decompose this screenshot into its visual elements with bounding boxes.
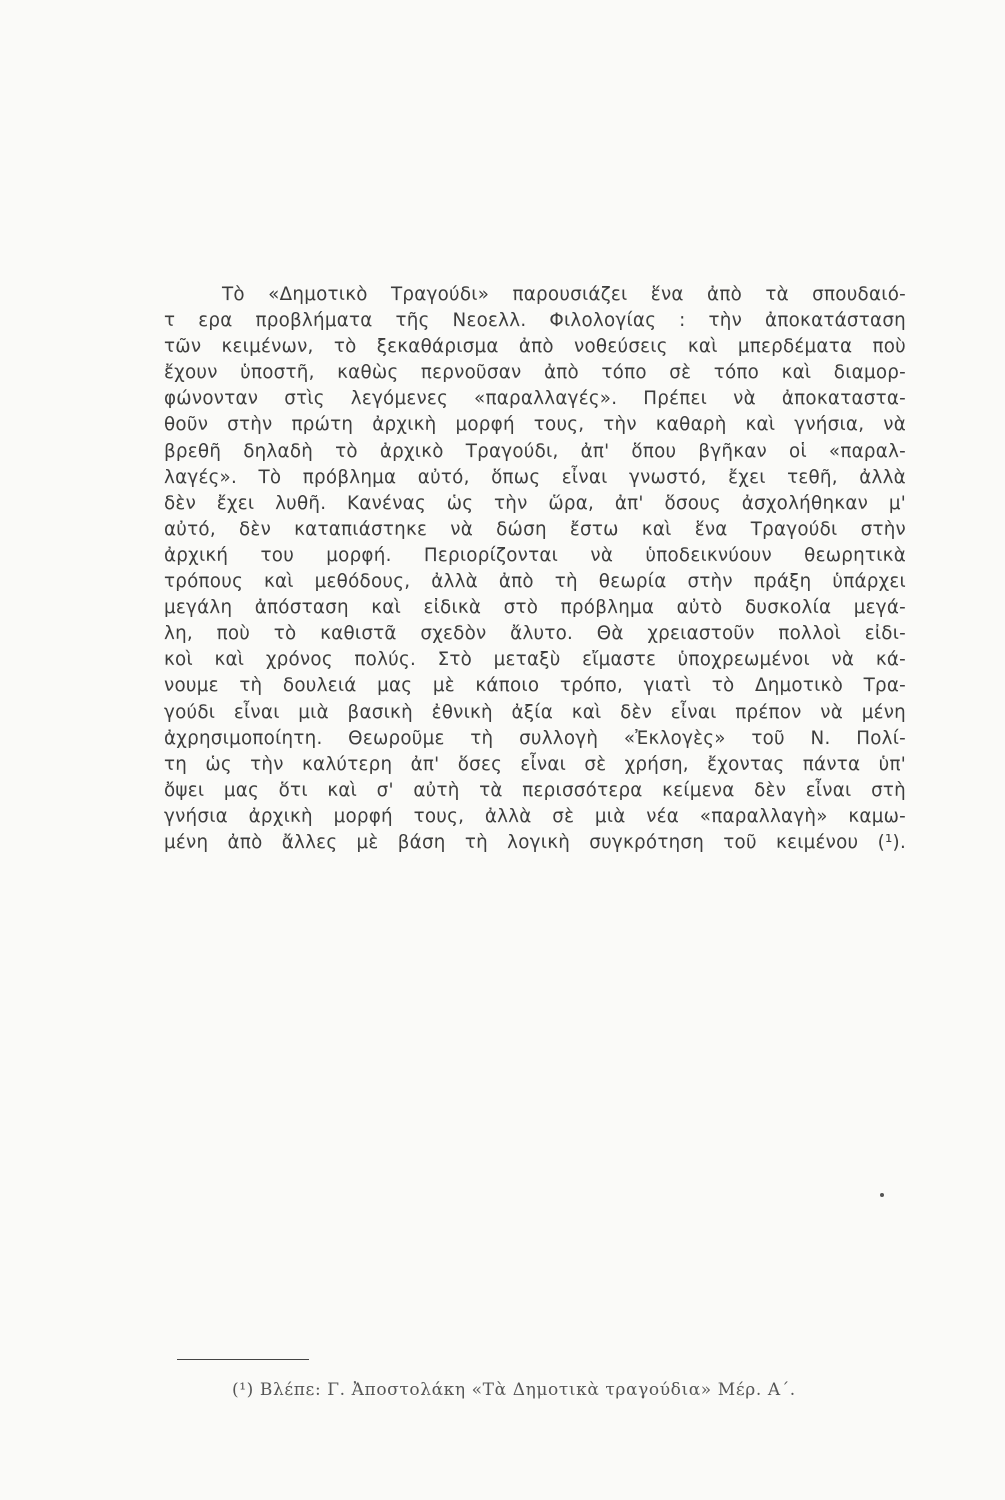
paragraph-line: αὐτό, δὲν καταπιάστηκε νὰ δώση ἔστω καὶ ἕνα Τραγούδι στὴν (164, 518, 906, 540)
paragraph-line: τρόπους καὶ μεθόδους, ἀλλὰ ἀπὸ τὴ θεωρία στὴν πράξη ὑπάρχει (164, 571, 906, 593)
paragraph-line: δὲν ἔχει λυθῆ. Κανένας ὡς τὴν ὥρα, ἀπ' ὅσους ἀσχολήθηκαν μ' (164, 492, 906, 514)
paragraph-line: γούδι εἶναι μιὰ βασικὴ ἐθνικὴ ἀξία καὶ δὲν εἶναι πρέπον νὰ μένη (164, 701, 906, 723)
paragraph-line: μεγάλη ἀπόσταση καὶ εἰδικὰ στὸ πρόβλημα αὐτὸ δυσκολία μεγά- (164, 597, 906, 619)
paragraph-line: τη ὡς τὴν καλύτερη ἀπ' ὅσες εἶναι σὲ χρήση, ἔχοντας πάντα ὑπ' (164, 753, 906, 775)
paragraph-line: ὄψει μας ὅτι καὶ σ' αὐτὴ τὰ περισσότερα κείμενα δὲν εἶναι στὴ (164, 779, 906, 801)
paragraph-line: ἔχουν ὑποστῆ, καθὼς περνοῦσαν ἀπὸ τόπο σὲ τόπο καὶ διαμορ- (164, 362, 906, 384)
paragraph-line: ἀρχική του μορφή. Περιορίζονται νὰ ὑποδεικνύουν θεωρητικὰ (164, 544, 906, 566)
paragraph-line: κοὶ καὶ χρόνος πολύς. Στὸ μεταξὺ εἴμαστε ὑποχρεωμένοι νὰ κά- (164, 649, 906, 671)
paragraph-line: γνήσια ἀρχικὴ μορφή τους, ἀλλὰ σὲ μιὰ νέα «παραλλαγὴ» καμω- (164, 805, 906, 827)
paragraph-line: λη, ποὺ τὸ καθιστᾶ σχεδὸν ἄλυτο. Θὰ χρειαστοῦν πολλοὶ εἰδι- (164, 623, 906, 645)
footnote: (¹) Βλέπε: Γ. Ἀποστολάκη «Τὰ Δημοτικὰ τραγούδια» Μέρ. Α΄. (232, 1380, 796, 1400)
footnote-separator (177, 1359, 309, 1360)
paragraph-line: θοῦν στὴν πρώτη ἀρχικὴ μορφή τους, τὴν καθαρὴ καὶ γνήσια, νὰ (164, 414, 906, 436)
paragraph-line: φώνονταν στὶς λεγόμενες «παραλλαγές». Πρέπει νὰ ἀποκαταστα- (164, 388, 906, 410)
paragraph-line: τῶν κειμένων, τὸ ξεκαθάρισμα ἀπὸ νοθεύσεις καὶ μπερδέματα ποὺ (164, 336, 906, 358)
paragraph-line: ἀχρησιμοποίητη. Θεωροῦμε τὴ συλλογὴ «Ἐκλογὲς» τοῦ Ν. Πολί- (164, 727, 906, 749)
paragraph-line: νουμε τὴ δουλειά μας μὲ κάποιο τρόπο, γιατὶ τὸ Δημοτικὸ Τρα- (164, 675, 906, 697)
paragraph-line: μένη ἀπὸ ἄλλες μὲ βάση τὴ λογικὴ συγκρότηση τοῦ κειμένου (¹). (164, 831, 906, 853)
paragraph-line: λαγές». Τὸ πρόβλημα αὐτό, ὅπως εἶναι γνωστό, ἔχει τεθῆ, ἀλλὰ (164, 466, 906, 488)
paragraph-line: τ ερα προβλήματα τῆς Νεοελλ. Φιλολογίας : τὴν ἀποκατάσταση (164, 310, 906, 332)
paragraph-line: Τὸ «Δημοτικὸ Τραγούδι» παρουσιάζει ἕνα ἀπὸ τὰ σπουδαιό- (222, 284, 906, 305)
main-paragraph (164, 282, 906, 856)
paragraph-line: βρεθῆ δηλαδὴ τὸ ἀρχικὸ Τραγούδι, ἀπ' ὅπου βγῆκαν οἱ «παραλ- (164, 440, 906, 462)
print-speck (880, 1193, 884, 1197)
